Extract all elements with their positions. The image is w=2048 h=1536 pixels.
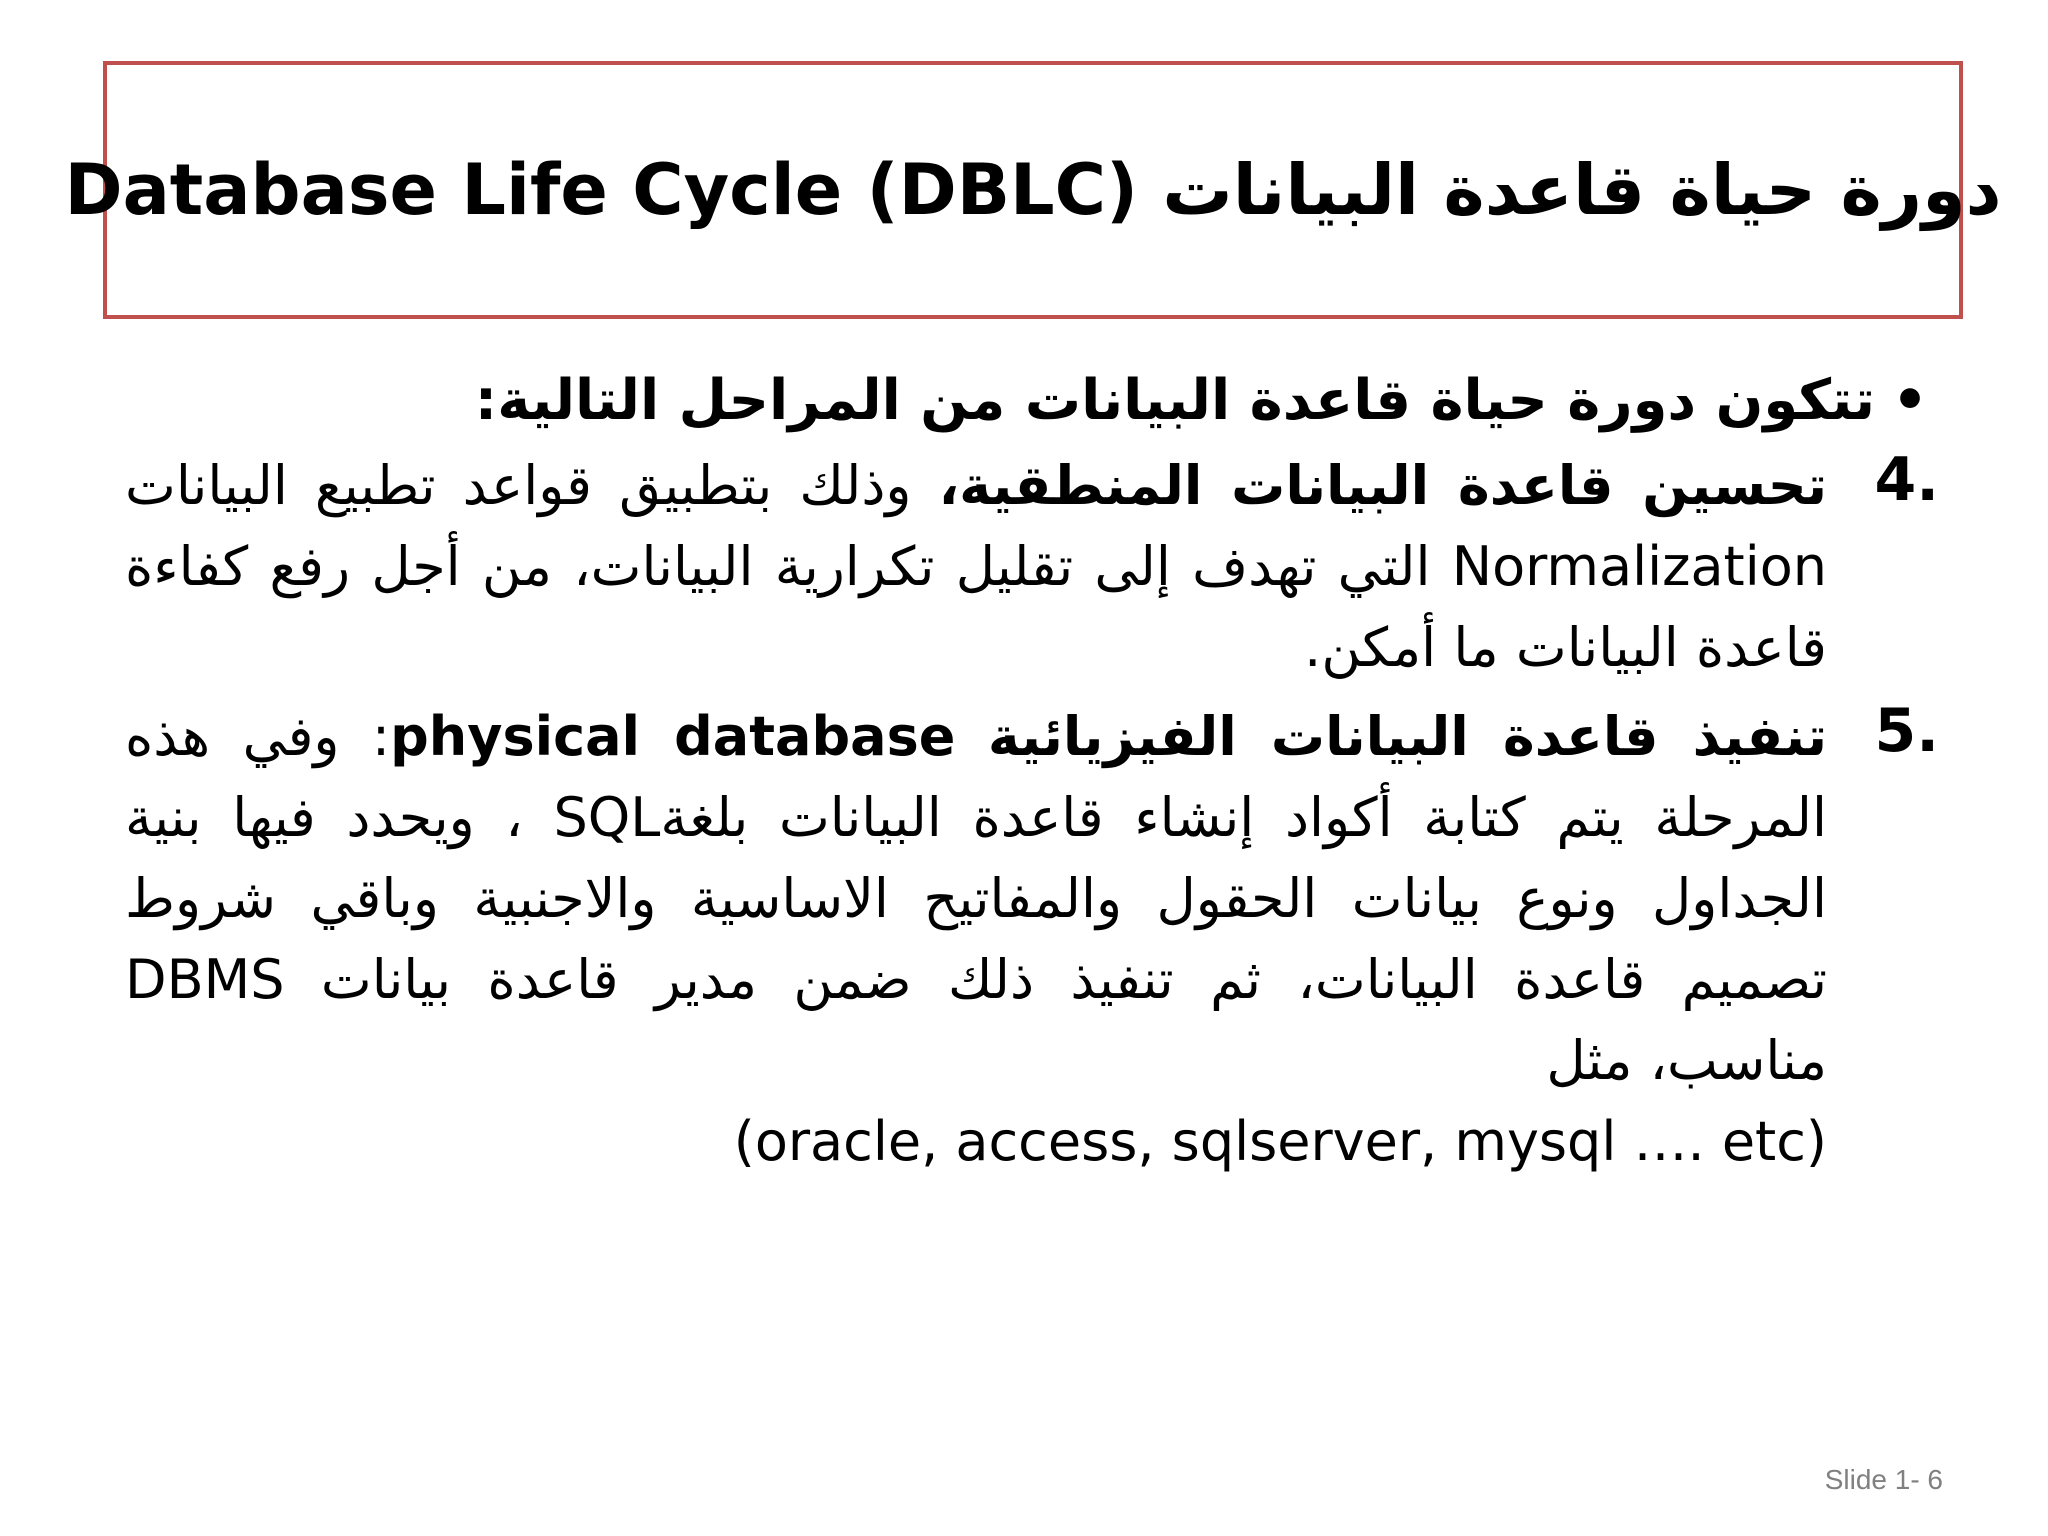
step-5-term-sql: SQL — [553, 786, 661, 849]
title-box — [64, 61, 2002, 319]
step-4-text-2: التي تهدف إلى تقليل تكرارية البيانات، من أجل رفع كفاءة قاعدة البيانات ما أمكن. — [125, 535, 1827, 679]
slide-content — [125, 368, 1945, 1182]
step-5-heading: تنفيذ قاعدة البيانات الفيزيائية — [987, 705, 1827, 768]
step-4-number: 4. — [1874, 445, 1939, 515]
step-4-heading: تحسين قاعدة البيانات المنطقية، — [938, 454, 1827, 517]
slide-number: Slide 1- 6 — [1824, 1464, 1943, 1495]
slide-title — [64, 149, 2001, 231]
title-arabic: دورة حياة قاعدة البيانات — [1162, 149, 2002, 231]
step-5-text-3: مناسب، مثل — [1546, 1029, 1827, 1092]
step-5-heading-en: physical database — [390, 705, 956, 768]
step-4-term: Normalization — [1451, 535, 1827, 598]
step-5-term-dbms: DBMS — [125, 948, 285, 1011]
step-5-text-2: ، ويحدد فيها بنية الجداول ونوع بيانات الحقول والمفاتيح الاساسية والاجنبية وباقي شروط تصميم قاعدة البيانات، ثم تنفيذ ذلك ضمن مدير قاعدة بيانات — [125, 786, 1827, 1011]
step-5 — [125, 696, 1945, 1182]
intro-text: تتكون دورة حياة قاعدة البيانات من المراحل التالية: — [474, 368, 1875, 433]
step-5-number: 5. — [1874, 696, 1939, 766]
title-english: Database Life Cycle (DBLC) — [64, 149, 1139, 231]
step-4-text-1: وذلك بتطبيق قواعد تطبيع البيانات — [125, 454, 939, 517]
step-4-body — [125, 445, 1827, 688]
bullet-icon: • — [1892, 368, 1928, 433]
step-5-examples: (oracle, access, sqlserver, mysql …. etc) — [733, 1110, 1827, 1173]
step-4 — [125, 445, 1945, 688]
step-5-text-1: : وفي هذه المرحلة يتم كتابة أكواد إنشاء قاعدة البيانات بلغة — [125, 705, 1828, 849]
step-5-body — [125, 696, 1827, 1182]
intro-bullet — [125, 368, 1945, 433]
